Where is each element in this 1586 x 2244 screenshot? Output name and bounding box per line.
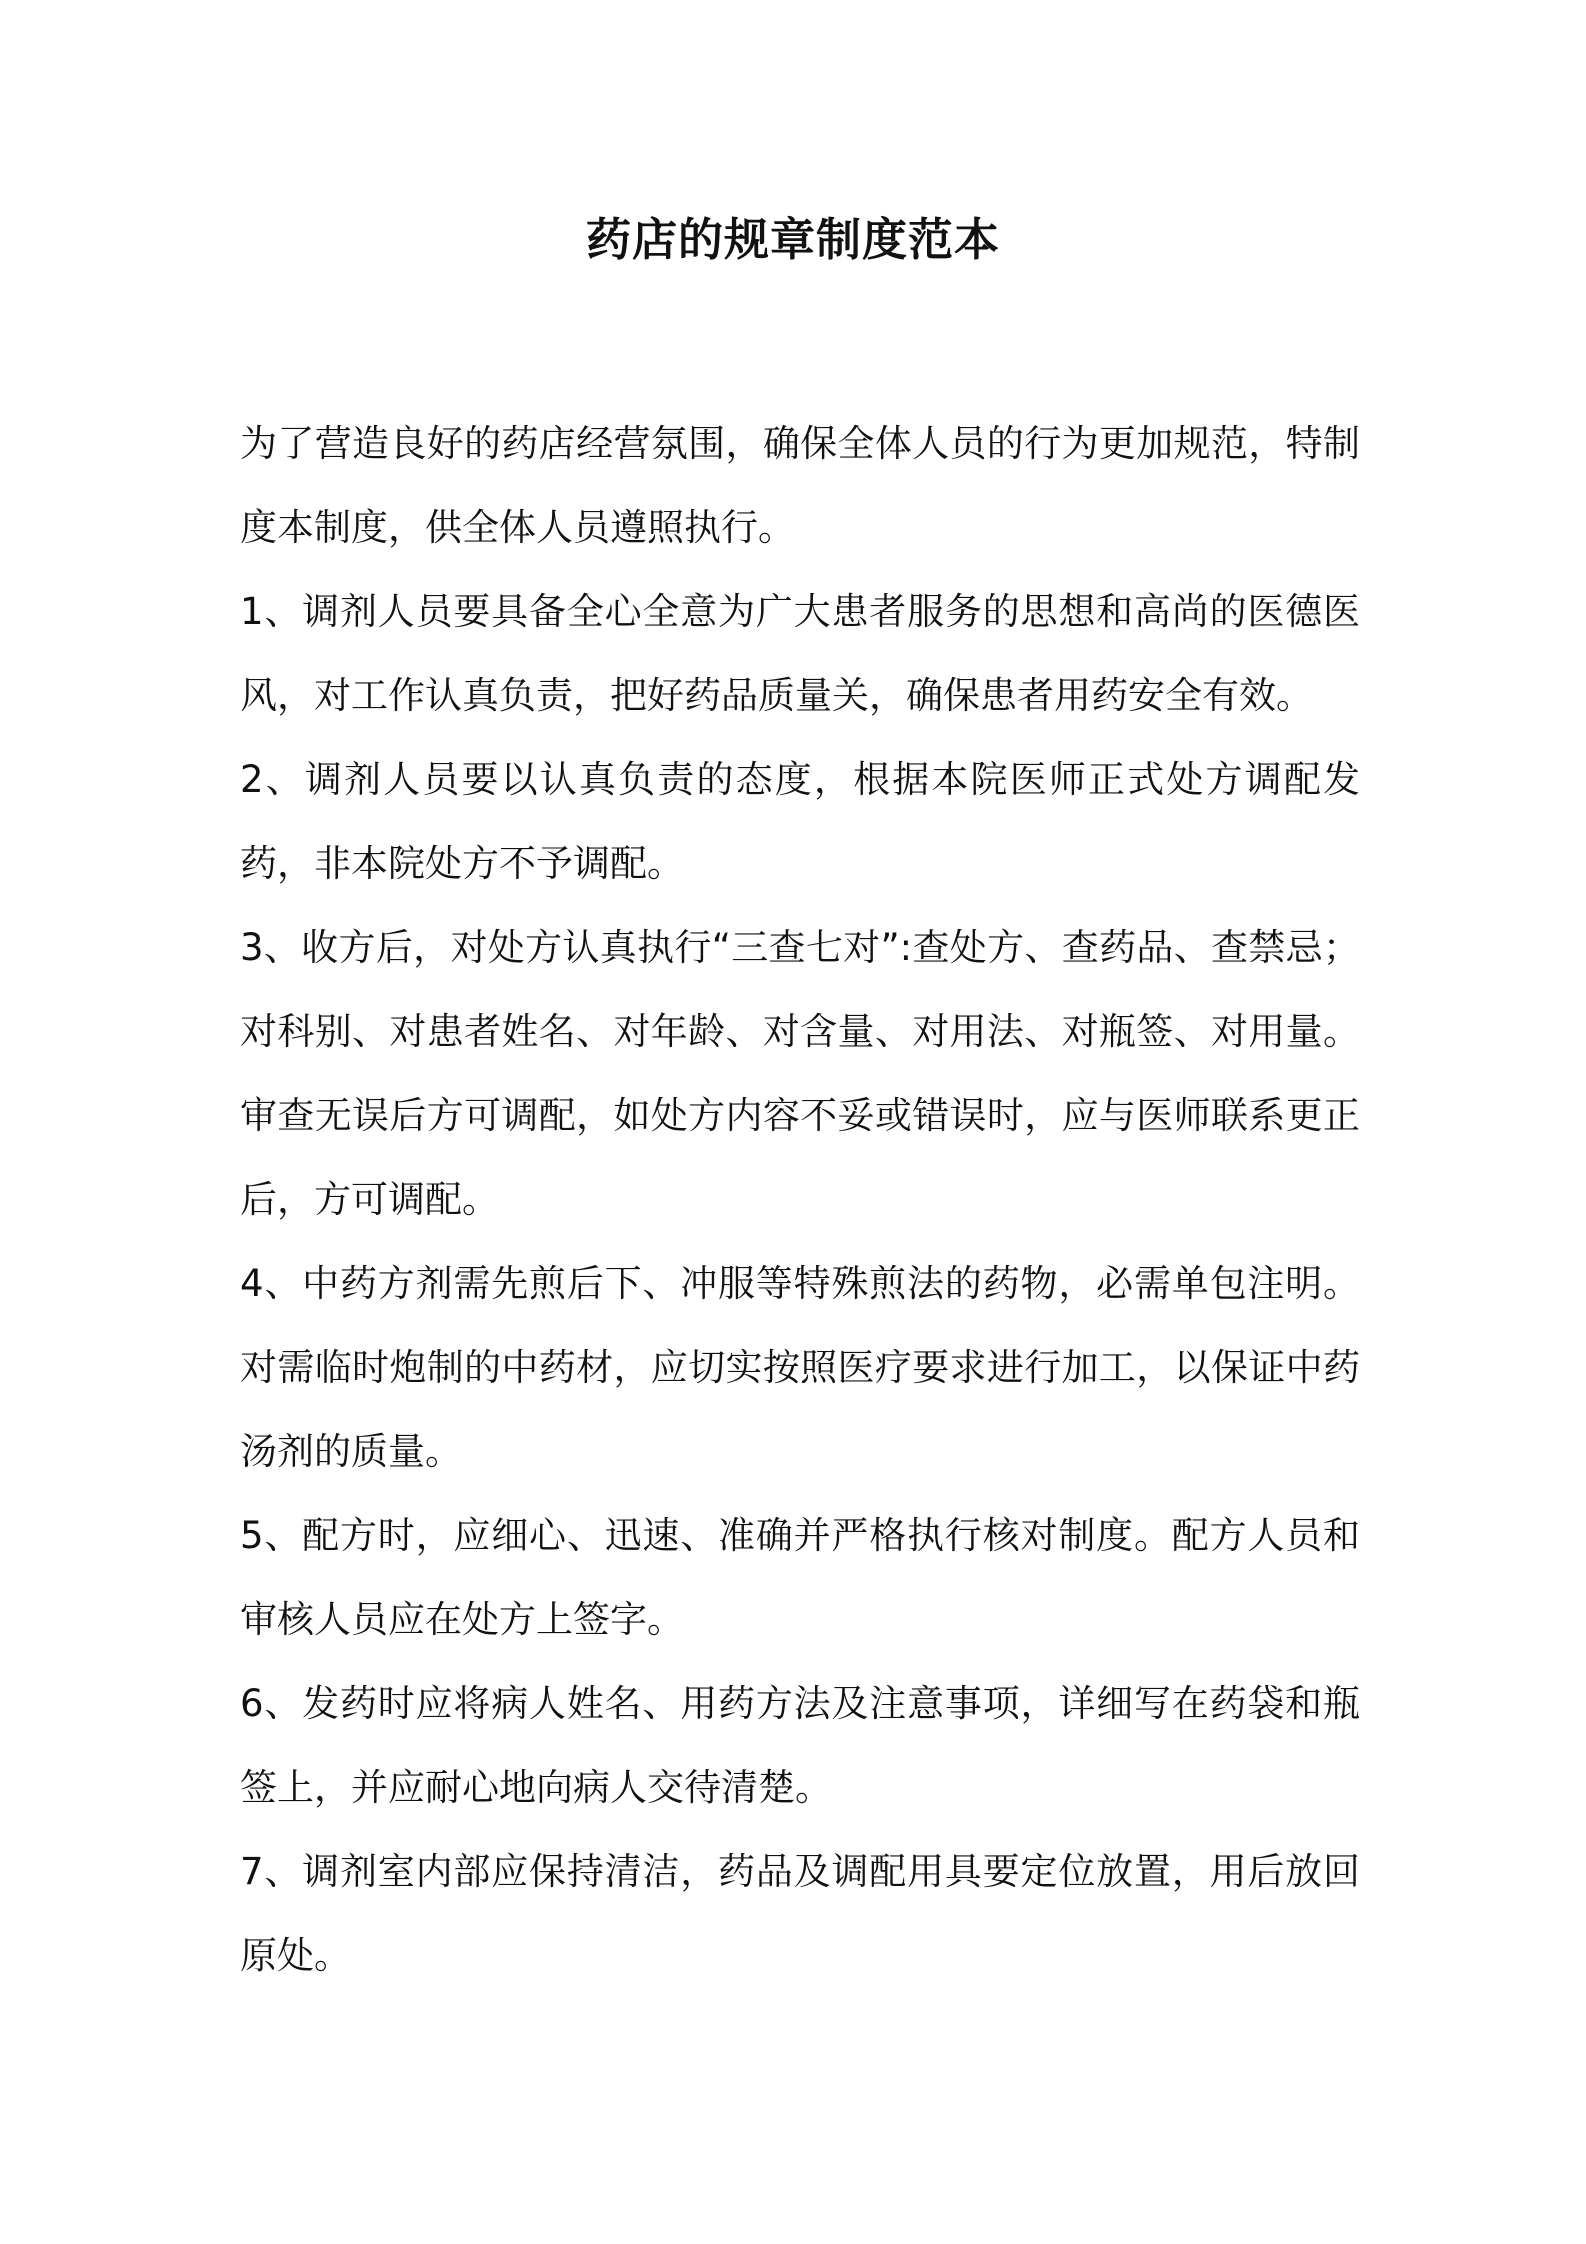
rule-item-6: 6、发药时应将病人姓名、用药方法及注意事项，详细写在药袋和瓶签上，并应耐心地向病人交待清楚。	[240, 1682, 1360, 1809]
rule-item-1: 1、调剂人员要具备全心全意为广大患者服务的思想和高尚的医德医风，对工作认真负责，把好药品质量关，确保患者用药安全有效。	[240, 590, 1360, 717]
rule-item-4: 4、中药方剂需先煎后下、冲服等特殊煎法的药物，必需单包注明。对需临时炮制的中药材，应切实按照医疗要求进行加工，以保证中药汤剂的质量。	[240, 1262, 1360, 1473]
document-body	[240, 402, 1360, 1998]
document-title: 药店的规章制度范本	[585, 213, 1000, 266]
rule-item-5: 5、配方时，应细心、迅速、准确并严格执行核对制度。配方人员和审核人员应在处方上签字。	[240, 1514, 1360, 1641]
rule-item-2: 2、调剂人员要以认真负责的态度，根据本院医师正式处方调配发药，非本院处方不予调配。	[240, 758, 1360, 885]
rule-item-7: 7、调剂室内部应保持清洁，药品及调配用具要定位放置，用后放回原处。	[240, 1850, 1360, 1977]
intro-paragraph: 为了营造良好的药店经营氛围，确保全体人员的行为更加规范，特制度本制度，供全体人员遵照执行。	[240, 422, 1360, 549]
rule-item-3: 3、收方后，对处方认真执行“三查七对”:查处方、查药品、查禁忌；对科别、对患者姓名、对年龄、对含量、对用法、对瓶签、对用量。审查无误后方可调配，如处方内容不妥或错误时，应与医师联系更正后，方可调配。	[240, 926, 1360, 1221]
